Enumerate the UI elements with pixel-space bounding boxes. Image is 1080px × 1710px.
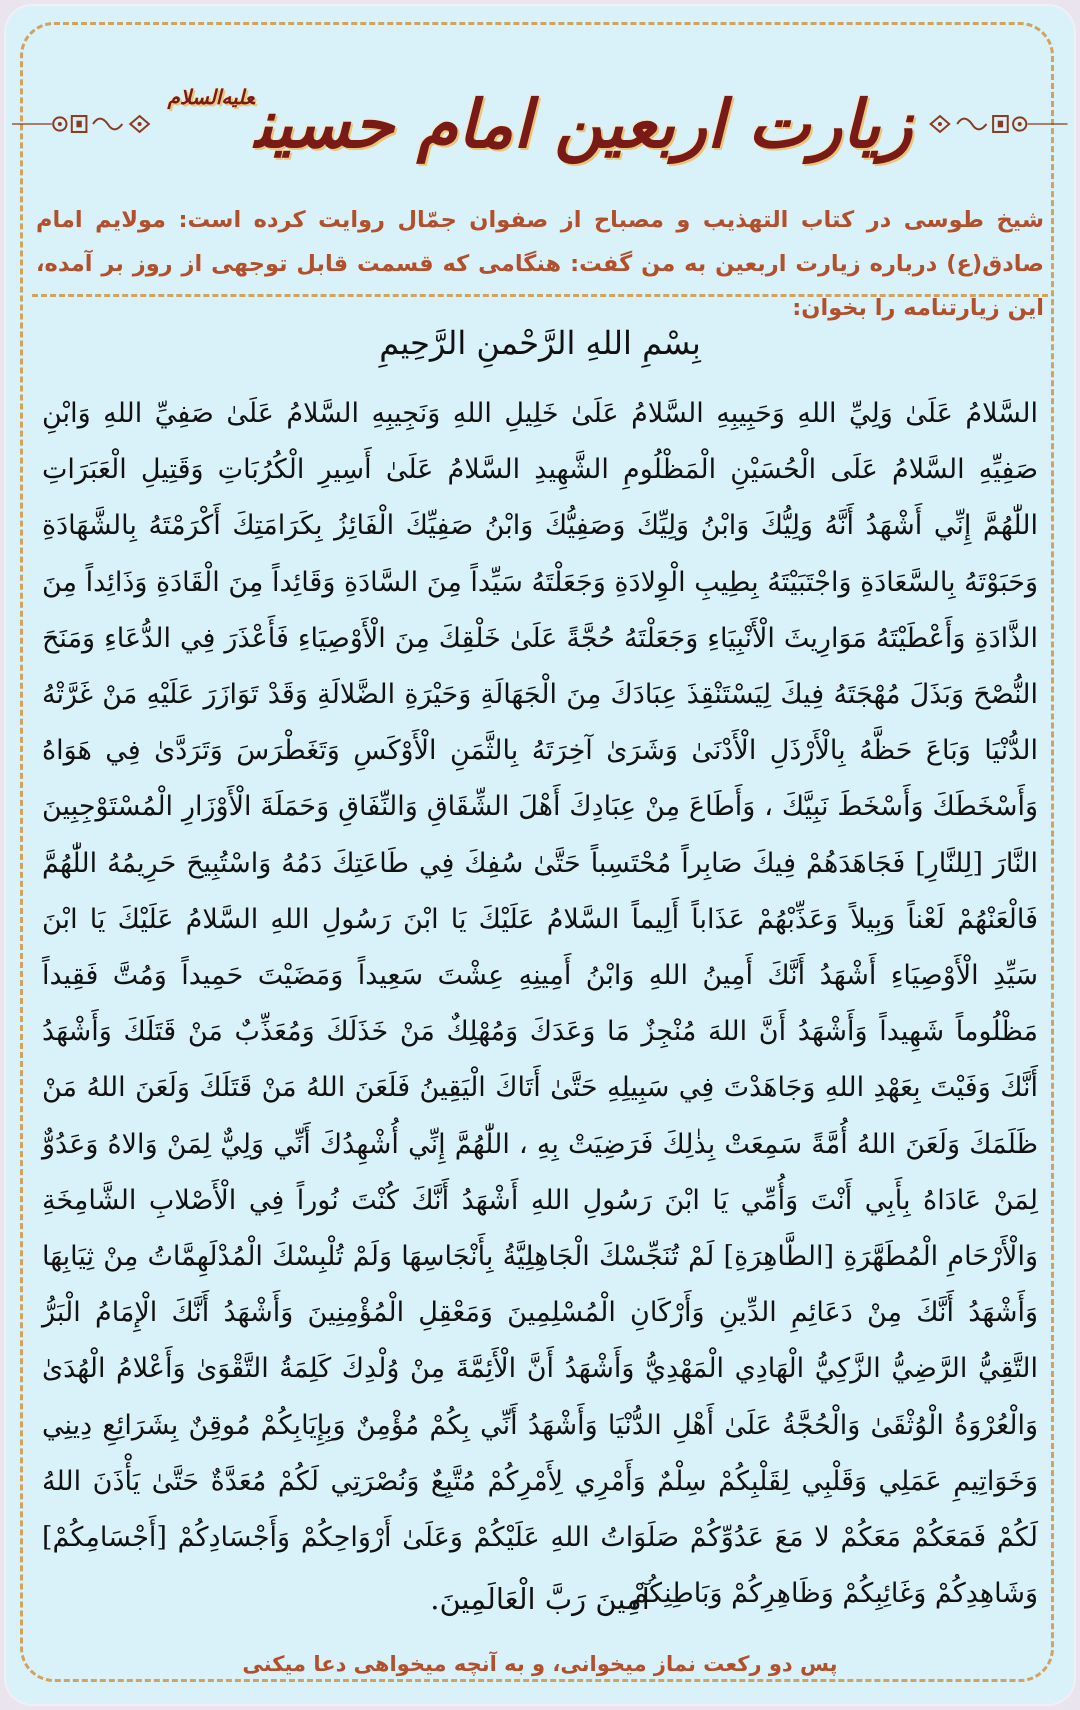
- prayer-closing: آمِينَ رَبَّ الْعَالَمِينَ.: [430, 1582, 650, 1616]
- ornament-left-icon: [12, 104, 152, 144]
- title-honorific: علیه‌السلام: [167, 85, 255, 109]
- page-title: [158, 85, 923, 163]
- title-banner: [6, 64, 1074, 184]
- footer-instruction: پس دو رکعت نماز میخوانی، و به آنچه میخواهی دعا میکنی: [242, 1652, 838, 1676]
- ornament-right-icon: [928, 104, 1068, 144]
- prayer-text: السَّلامُ عَلَىٰ وَلِيِّ اللهِ وَحَبِيبِهِ السَّلامُ عَلَىٰ خَلِيلِ اللهِ وَنَجِيبِهِ السَّلامُ عَلَىٰ صَفِيِّ اللهِ وَابْنِ صَفِيِّهِ السَّلامُ عَلَى الْحُسَيْنِ الْمَظْلُومِ الشَّهِيدِ السَّلامُ عَلَىٰ أَسِيرِ الْكُرُبَاتِ وَقَتِيلِ الْعَبَرَاتِ اللّٰهُمَّ إِنِّي أَشْهَدُ أَنَّهُ وَلِيُّكَ وَابْنُ وَلِيِّكَ وَصَفِيُّكَ وَابْنُ صَفِيِّكَ الْفَائِزُ بِكَرَامَتِكَ أَكْرَمْتَهُ بِالشَّهَادَةِ وَحَبَوْتَهُ بِالسَّعَادَةِ وَاجْتَبَيْتَهُ بِطِيبِ الْوِلادَةِ وَجَعَلْتَهُ سَيِّداً مِنَ السَّادَةِ وَقَائِداً مِنَ الْقَادَةِ وَذَائِداً مِنَ الذَّادَةِ وَأَعْطَيْتَهُ مَوَارِيثَ الْأَنْبِيَاءِ وَجَعَلْتَهُ حُجَّةً عَلَىٰ خَلْقِكَ مِنَ الْأَوْصِيَاءِ فَأَعْذَرَ فِي الدُّعَاءِ وَمَنَحَ النُّصْحَ وَبَذَلَ مُهْجَتَهُ فِيكَ لِيَسْتَنْقِذَ عِبَادَكَ مِنَ الْجَهَالَةِ وَحَيْرَةِ الضَّلالَةِ وَقَدْ تَوَازَرَ عَلَيْهِ مَنْ غَرَّتْهُ الدُّنْيَا وَبَاعَ حَظَّهُ بِالْأَرْذَلِ الْأَدْنَىٰ وَشَرَىٰ آخِرَتَهُ بِالثَّمَنِ الْأَوْكَسِ وَتَغَطْرَسَ وَتَرَدَّىٰ فِي هَوَاهُ وَأَسْخَطَكَ وَأَسْخَطَ نَبِيَّكَ ، وَأَطَاعَ مِنْ عِبَادِكَ أَهْلَ الشِّقَاقِ وَالنِّفَاقِ وَحَمَلَةَ الْأَوْزَارِ الْمُسْتَوْجِبِينَ النَّارَ [لِلنَّارِ] فَجَاهَدَهُمْ فِيكَ صَابِراً مُحْتَسِباً حَتَّىٰ سُفِكَ فِي طَاعَتِكَ دَمُهُ وَاسْتُبِيحَ حَرِيمُهُ اللّٰهُمَّ فَالْعَنْهُمْ لَعْناً وَبِيلاً وَعَذِّبْهُمْ عَذَاباً أَلِيماً السَّلامُ عَلَيْكَ يَا ابْنَ رَسُولِ اللهِ السَّلامُ عَلَيْكَ يَا ابْنَ سَيِّدِ الْأَوْصِيَاءِ أَشْهَدُ أَنَّكَ أَمِينُ اللهِ وَابْنُ أَمِينِهِ عِشْتَ سَعِيداً وَمَضَيْتَ حَمِيداً وَمُتَّ فَقِيداً مَظْلُوماً شَهِيداً وَأَشْهَدُ أَنَّ اللهَ مُنْجِزٌ مَا وَعَدَكَ وَمُهْلِكٌ مَنْ خَذَلَكَ وَمُعَذِّبٌ مَنْ قَتَلَكَ وَأَشْهَدُ أَنَّكَ وَفَيْتَ بِعَهْدِ اللهِ وَجَاهَدْتَ فِي سَبِيلِهِ حَتَّىٰ أَتَاكَ الْيَقِينُ فَلَعَنَ اللهُ مَنْ قَتَلَكَ وَلَعَنَ اللهُ مَنْ ظَلَمَكَ وَلَعَنَ اللهُ أُمَّةً سَمِعَتْ بِذٰلِكَ فَرَضِيَتْ بِهِ ، اللّٰهُمَّ إِنِّي أُشْهِدُكَ أَنِّي وَلِيٌّ لِمَنْ وَالاهُ وَعَدُوٌّ لِمَنْ عَادَاهُ بِأَبِي أَنْتَ وَأُمِّي يَا ابْنَ رَسُولِ اللهِ أَشْهَدُ أَنَّكَ كُنْتَ نُوراً فِي الْأَصْلابِ الشَّامِخَةِ وَالْأَرْحَامِ الْمُطَهَّرَةِ [الطَّاهِرَةِ] لَمْ تُنَجِّسْكَ الْجَاهِلِيَّةُ بِأَنْجَاسِهَا وَلَمْ تُلْبِسْكَ الْمُدْلَهِمَّاتُ مِنْ ثِيَابِهَا وَأَشْهَدُ أَنَّكَ مِنْ دَعَائِمِ الدِّينِ وَأَرْكَانِ الْمُسْلِمِينَ وَمَعْقِلِ الْمُؤْمِنِينَ وَأَشْهَدُ أَنَّكَ الْإِمَامُ الْبَرُّ التَّقِيُّ الرَّضِيُّ الزَّكِيُّ الْهَادِي الْمَهْدِيُّ وَأَشْهَدُ أَنَّ الْأَئِمَّةَ مِنْ وُلْدِكَ كَلِمَةُ التَّقْوَىٰ وَأَعْلامُ الْهُدَىٰ وَالْعُرْوَةُ الْوُثْقَىٰ وَالْحُجَّةُ عَلَىٰ أَهْلِ الدُّنْيَا وَأَشْهَدُ أَنِّي بِكُمْ مُؤْمِنٌ وَبِإِيَابِكُمْ مُوقِنٌ بِشَرَائِعِ دِينِي وَخَوَاتِيمِ عَمَلِي وَقَلْبِي لِقَلْبِكُمْ سِلْمٌ وَأَمْرِي لِأَمْرِكُمْ مُتَّبِعٌ وَنُصْرَتِي لَكُمْ مُعَدَّةٌ حَتَّىٰ يَأْذَنَ اللهُ لَكُمْ فَمَعَكُمْ مَعَكُمْ لا مَعَ عَدُوِّكُمْ صَلَوَاتُ اللهِ عَلَيْكُمْ وَعَلَىٰ أَرْوَاحِكُمْ وَأَجْسَادِكُمْ [أَجْسَامِكُمْ] وَشَاهِدِكُمْ وَغَائِبِكُمْ وَظَاهِرِكُمْ وَبَاطِنِكُمْ: [42, 398, 1038, 1610]
- title-text: زیارت اربعین امام حسین: [254, 85, 913, 163]
- basmala: بِسْمِ اللهِ الرَّحْمنِ الرَّحِيمِ: [379, 324, 701, 362]
- page-frame: [6, 6, 1074, 1704]
- divider: [32, 294, 1048, 297]
- intro-text: شیخ طوسی در کتاب التهذیب و مصباح از صفوان جمّال روایت کرده است: مولایم امام صادق(ع) درباره زیارت اربعین به من گفت: هنگامی که قسمت قابل توجهی از روز بر آمده، این زیارتنامه را بخوان:: [36, 207, 1044, 321]
